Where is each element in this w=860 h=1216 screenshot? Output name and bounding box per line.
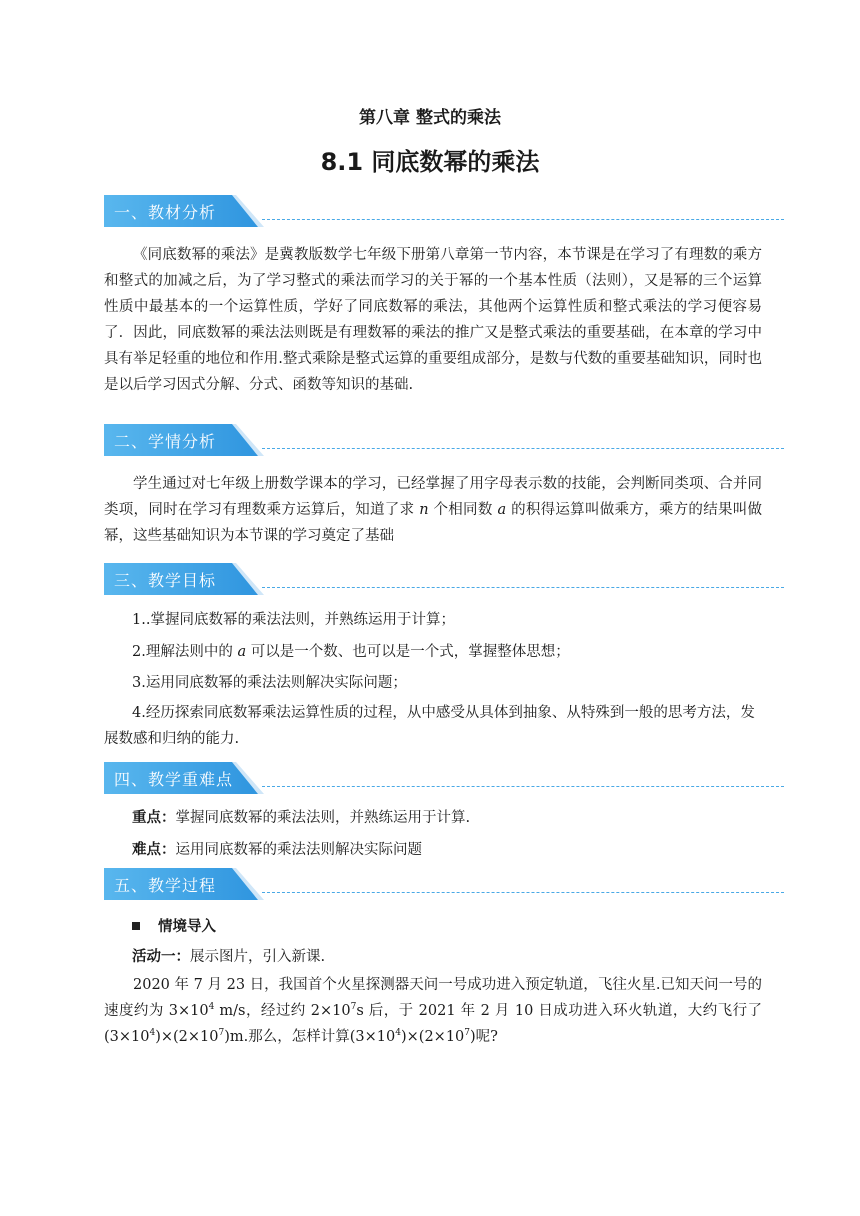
dashed-divider: [262, 786, 784, 787]
dashed-divider: [262, 892, 784, 893]
process-paragraph: 2020 年 7 月 23 日，我国首个火星探测器天问一号成功进入预定轨道，飞往火星.已知天问一号的 速度约为 $3\times 10^4$ m/s，经过约 $2\times 10^7s$ 后，于 2021 年 2 月 10 日成功进入环火轨道，大约飞行了$(3\times 10^4)\times(2\times 10^7)m$.那么，怎样计算$(3\times 10^4)\times(2\times 10^7)$呢?: [104, 977, 763, 1045]
activity-label: 活动一：: [132, 949, 190, 965]
section-label: 一、教材分析: [114, 203, 217, 222]
dashed-divider: [262, 448, 784, 449]
section-header-keypoints: [104, 762, 784, 794]
lesson-title: 8.1 同底数幂的乘法: [320, 148, 540, 176]
dashed-divider: [262, 219, 784, 220]
section-header-students: [104, 424, 784, 456]
goal-item-2: 2.理解法则中的 a 可以是一个数、也可以是一个式，掌握整体思想；: [132, 644, 570, 660]
difficulty-line: 难点：运用同底数幂的乘法法则解决实际问题: [132, 842, 422, 858]
dashed-divider: [262, 587, 784, 588]
section-header-process: [104, 868, 784, 900]
chapter-heading: 第八章 整式的乘法: [359, 108, 501, 128]
section-label: 二、学情分析: [114, 432, 217, 451]
analysis-paragraph: 《同底数幂的乘法》是冀教版数学七年级下册第八章第一节内容，本节课是在学习了有理数的乘方和整式的加减之后，为了学习整式的乘法而学习的关于幂的一个基本性质（法则），又是幂的三个运算性质中最基本的一个运算性质，学好了同底数幂的乘法，其他两个运算性质和整式乘法的学习便容易了．因此，同底数幂的乘法法则既是有理数幂的乘法的推广又是整式乘法的重要基础，在本章的学习中具有举足轻重的地位和作用.整式乘除是整式运算的重要组成部分，是数与代数的重要基础知识，同时也是以后学习因式分解、分式、函数等知识的基础.: [104, 247, 762, 393]
students-paragraph: 学生通过对七年级上册数学课本的学习，已经掌握了用字母表示数的技能，会判断同类项、合并同类项，同时在学习有理数乘方运算后，知道了求 n 个相同数 a 的积得运算叫做乘方，乘方的结果叫做幂，这些基础知识为本节课的学习奠定了基础: [104, 476, 763, 544]
focus-line: 重点：掌握同底数幂的乘法法则，并熟练运用于计算.: [132, 810, 471, 826]
difficulty-label: 难点：: [132, 842, 176, 858]
goal-item-1: 1..掌握同底数幂的乘法法则，并熟练运用于计算；: [132, 612, 455, 628]
focus-label: 重点：: [132, 810, 176, 826]
goal-item-3: 3.运用同底数幂的乘法法则解决实际问题；: [132, 675, 407, 691]
scenario-subheading: 情境导入: [132, 914, 762, 940]
square-bullet-icon: [132, 922, 140, 930]
section-label: 三、教学目标: [114, 571, 217, 590]
goal-item-4: 4.经历探索同底数幂乘法运算性质的过程，从中感受从具体到抽象、从特殊到一般的思考方法，发展数感和归纳的能力.: [104, 705, 755, 747]
activity-line: 活动一：展示图片，引入新课.: [132, 949, 326, 965]
section-header-goals: [104, 563, 784, 595]
section-header-analysis: [104, 195, 784, 227]
section-label: 四、教学重难点: [114, 770, 234, 789]
section-label: 五、教学过程: [114, 876, 217, 895]
